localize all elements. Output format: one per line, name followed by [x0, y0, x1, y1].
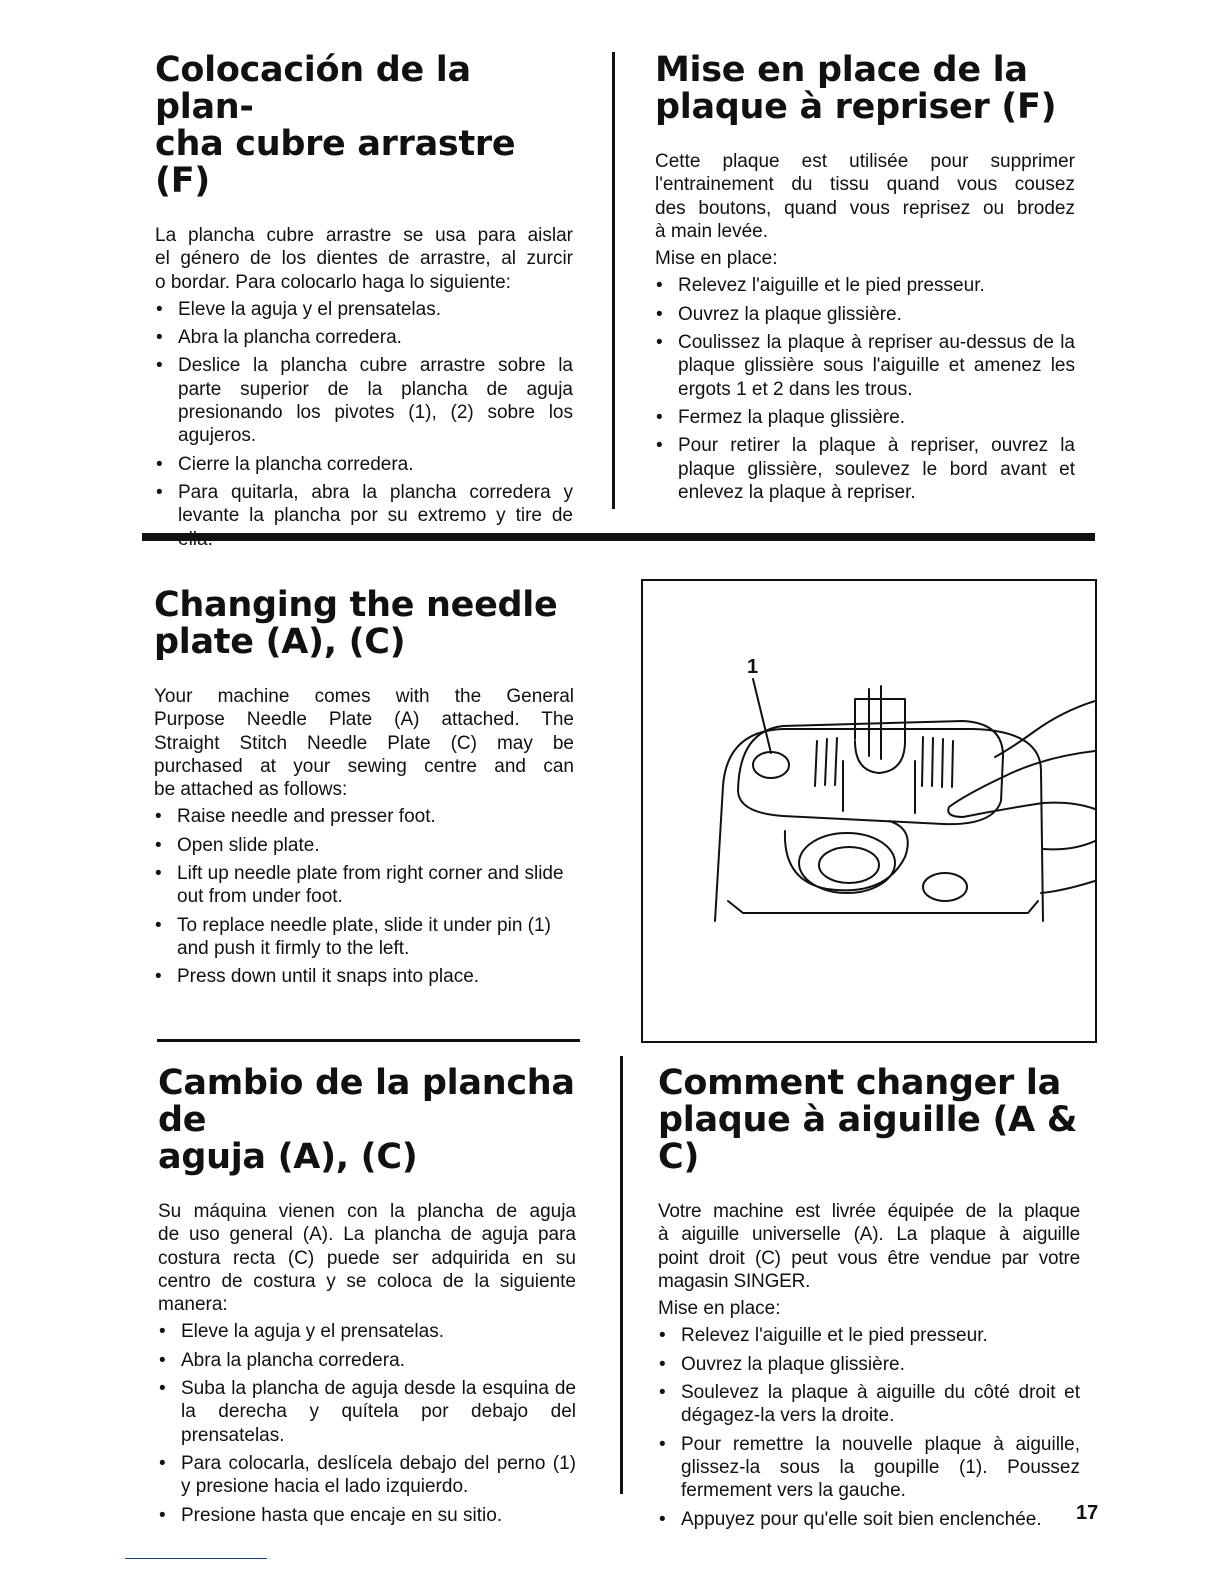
feed-slot: [932, 738, 933, 786]
list-item: • Ouvrez la plaque glissière.: [658, 1353, 1080, 1376]
list-item: • Para colocarla, deslícela debajo del perno (1) y presione hacia el lado izquierdo.: [158, 1452, 576, 1499]
page-number: 17: [1076, 1502, 1099, 1524]
list-item: • Coulissez la plaque à repriser au-dessus de la plaque glissière sous l'aiguille et amenez les ergots 1 et 2 dans les trous.: [655, 331, 1075, 401]
steps-fr-needle-plate: [658, 1324, 1080, 1530]
list-item: • Relevez l'aiguille et le pied presseur.: [658, 1324, 1080, 1347]
steps-fr-darning-plate: [655, 274, 1075, 504]
figure-callout-1: 1: [747, 656, 759, 678]
list-item: • Deslice la plancha cubre arrastre sobre la parte superior de la plancha de aguja presionando los pivotes (1), (2) sobre los agujeros.: [155, 354, 573, 447]
list-item: • Appuyez pour qu'elle soit bien enclenchée.: [658, 1508, 1080, 1531]
steps-en-needle-plate: [154, 805, 574, 988]
list-item: • Relevez l'aiguille et le pied presseur.: [655, 274, 1075, 297]
foot-toes: [843, 761, 915, 813]
subheading-fr-needle-plate: Mise en place:: [658, 1298, 781, 1320]
bobbin-area: [785, 821, 908, 890]
bobbin-inner: [819, 847, 879, 883]
heading-es-darning-plate: Colocación de la plan- cha cubre arrastre (F): [155, 50, 516, 201]
list-item: • Cierre la plancha corredera.: [155, 453, 573, 476]
list-item: • Fermez la plaque glissière.: [655, 406, 1075, 429]
list-item: • Eleve la aguja y el prensatelas.: [158, 1320, 576, 1343]
steps-es-needle-plate: [158, 1320, 576, 1526]
intro-es-darning-plate: La plancha cubre arrastre se usa para aislar el género de los dientes de arrastre, al zurcir o bordar. Para colocarlo haga lo siguiente:: [155, 225, 573, 293]
list-item: • Pour remettre la nouvelle plaque à aiguille, glissez-la sous la goupille (1). Poussez fermement vers la gauche.: [658, 1433, 1080, 1503]
list-item: • Abra la plancha corredera.: [158, 1349, 576, 1372]
needle-plate-illustration: [641, 579, 1097, 1043]
feed-slot: [825, 739, 827, 785]
heading-es-needle-plate: Cambio de la plancha de aguja (A), (C): [158, 1063, 575, 1177]
feed-slot: [835, 738, 837, 785]
list-item: • Suba la plancha de aguja desde la esquina de la derecha y quítela por debajo del prensatelas.: [158, 1377, 576, 1447]
intro-fr-needle-plate: Votre machine est livrée équipée de la plaque à aiguille universelle (A). La plaque à aiguille point droit (C) peut vous être vendue par votre magasin SINGER.: [658, 1201, 1080, 1292]
list-item: • Eleve la aguja y el prensatelas.: [155, 298, 573, 321]
intro-en-needle-plate: Your machine comes with the General Purpose Needle Plate (A) attached. The Straight Stitch Needle Plate (C) may be purchased at your sewing centre and can be attached as follows:: [154, 686, 574, 801]
section-en-needle-plate: [154, 587, 574, 994]
finger-outline: [948, 751, 1095, 817]
intro-es-needle-plate: Su máquina vienen con la plancha de aguja de uso general (A). La plancha de aguja para costura recta (C) puede ser adquirida en su centro de costura y se coloca de la siguiente manera:: [158, 1201, 576, 1316]
feed-slot: [952, 741, 953, 787]
pointer-line: [753, 679, 771, 753]
feed-slot: [922, 737, 923, 786]
hand-lower: [1041, 841, 1095, 893]
list-item: • Para quitarla, abra la plancha corredera y levante la plancha por su extremo y tire de: [155, 481, 573, 551]
list-item: • Raise needle and presser foot.: [154, 805, 574, 828]
needle-plate-drawing: [643, 581, 1095, 1041]
intro-fr-darning-plate: Cette plaque est utilisée pour supprimer l'entrainement du tissu quand vous cousez des boutons, quand vous reprisez ou brodez à main levée.: [655, 151, 1075, 242]
section-divider-thin: [157, 1039, 580, 1042]
section-es-needle-plate: [158, 1065, 576, 1532]
thumb-outline: [995, 701, 1095, 757]
column-divider-bottom: [620, 1056, 623, 1494]
section-es-darning-plate: [155, 52, 573, 556]
bed-lower-edge: [728, 901, 1038, 913]
list-item: • Ouvrez la plaque glissière.: [655, 303, 1075, 326]
list-item: • Lift up needle plate from right corner and slide out from under foot.: [154, 862, 574, 909]
list-item: • Soulevez la plaque à aiguille du côté droit et dégagez-la vers la droite.: [658, 1381, 1080, 1428]
list-item: • To replace needle plate, slide it under pin (1) and push it firmly to the left.: [154, 914, 574, 961]
section-fr-needle-plate: [658, 1065, 1080, 1536]
list-item: • Abra la plancha corredera.: [155, 326, 573, 349]
bobbin: [799, 833, 895, 893]
section-divider-thick: [142, 533, 1095, 541]
machine-bed-outline: [715, 729, 1043, 921]
section-fr-darning-plate: [655, 52, 1075, 509]
bottom-rule: [125, 1558, 267, 1559]
heading-en-needle-plate: Changing the needle plate (A), (C): [154, 585, 558, 662]
heading-fr-needle-plate: Comment changer la plaque à aiguille (A & C): [658, 1063, 1078, 1177]
list-item: • Press down until it snaps into place.: [154, 965, 574, 988]
heading-fr-darning-plate: Mise en place de la plaque à repriser (F): [655, 50, 1057, 127]
steps-es-darning-plate: [155, 298, 573, 551]
subheading-fr-darning-plate: Mise en place:: [655, 248, 778, 270]
latch-hole: [923, 873, 967, 901]
list-item: • Pour retirer la plaque à repriser, ouvrez la plaque glissière, soulevez le bord avant et enlevez la plaque à repriser.: [655, 434, 1075, 504]
pin-hole: [753, 752, 789, 778]
list-item: • Presione hasta que encaje en su sitio.: [158, 1504, 576, 1527]
column-divider-top: [612, 52, 615, 509]
list-item: • Open slide plate.: [154, 834, 574, 857]
needle-plate-outline: [738, 721, 1003, 824]
feed-slot: [942, 739, 943, 787]
feed-slot: [815, 741, 817, 786]
